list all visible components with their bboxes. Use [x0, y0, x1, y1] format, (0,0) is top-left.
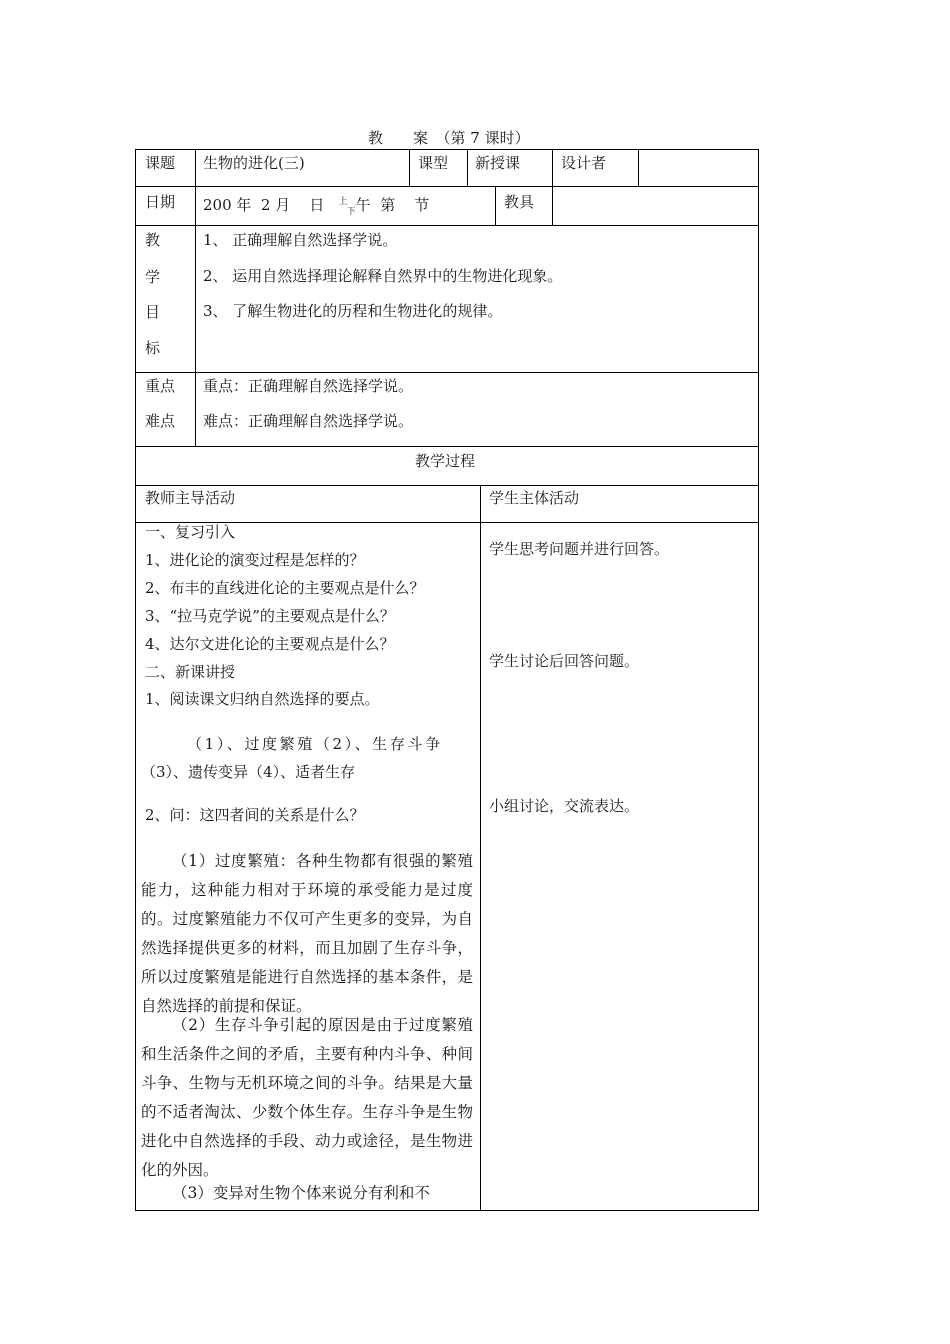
- date-morning-mark: 上: [338, 197, 348, 207]
- process-heading: 教学过程: [415, 452, 476, 470]
- date-period-text: 午 第 节: [355, 196, 430, 214]
- column-divider: [195, 149, 196, 446]
- designer-label: 设计者: [561, 154, 607, 172]
- teacher-line: 1、阅读课文归纳自然选择的要点。: [145, 690, 380, 708]
- difficult-point: 难点：正确理解自然选择学说。: [203, 412, 414, 430]
- selection-points-line: （1）、过度繁殖（2）、生存斗争: [187, 735, 443, 753]
- key-label: 重点: [145, 377, 176, 395]
- column-divider: [552, 186, 553, 225]
- goal-item: 3、 了解生物进化的历程和生物进化的规律。: [203, 302, 503, 320]
- row-divider: [135, 372, 759, 373]
- date-value: [203, 193, 429, 221]
- teacher-line: 2、布丰的直线进化论的主要观点是什么？: [145, 579, 425, 597]
- student-activity: 小组讨论，交流表达。: [489, 797, 640, 815]
- column-divider: [467, 149, 468, 186]
- topic-value: 生物的进化(三): [203, 154, 305, 172]
- teacher-line: 3、“拉马克学说”的主要观点是什么？: [145, 607, 395, 625]
- type-label: 课型: [418, 154, 449, 172]
- goal-item: 1、 正确理解自然选择学说。: [203, 231, 398, 249]
- teacher-line: 4、达尔文进化论的主要观点是什么？: [145, 635, 395, 653]
- student-column-header: 学生主体活动: [489, 489, 580, 507]
- explanation-paragraph: （2）生存斗争引起的原因是由于过度繁殖和生活条件之间的矛盾，主要有种内斗争、种间斗争、生物与无机环境之间的斗争。结果是大量的不适者淘汰、少数个体生存。生存斗争是生物进化中自然选择的手段、动力或途径，是生物进化的外因。: [141, 1016, 473, 1179]
- row-divider: [135, 485, 759, 486]
- row-divider: [135, 225, 759, 226]
- student-activity: 学生思考问题并进行回答。: [489, 540, 670, 558]
- date-label: 日期: [145, 193, 176, 211]
- goals-label-char: 目: [145, 303, 161, 321]
- date-text: 200 年 2 月 日: [203, 196, 339, 214]
- student-activity: 学生讨论后回答问题。: [489, 652, 640, 670]
- column-divider: [552, 149, 553, 186]
- teacher-line: 一、复习引入: [145, 523, 236, 541]
- date-afternoon-mark: 下: [346, 207, 356, 217]
- page-title: 教 案 （第 7 课时）: [368, 129, 530, 147]
- goals-label-char: 教: [145, 231, 161, 249]
- teacher-line: 1、进化论的演变过程是怎样的？: [145, 551, 365, 569]
- goals-label-char: 标: [145, 339, 161, 357]
- goals-label-char: 学: [145, 268, 161, 286]
- explanation-paragraph: （1）过度繁殖：各种生物都有很强的繁殖能力，这种能力相对于环境的承受能力是过度的。过度繁殖能力不仅可产生更多的变异，为自然选择提供更多的材料，而且加剧了生存斗争，所以过度繁殖是能进行自然选择的基本条件，是自然选择的前提和保证。: [141, 852, 473, 1015]
- column-divider: [638, 149, 639, 186]
- key-point: 重点：正确理解自然选择学说。: [203, 377, 414, 395]
- column-divider: [495, 186, 496, 225]
- row-divider: [135, 186, 759, 187]
- topic-label: 课题: [145, 154, 176, 172]
- column-divider: [480, 485, 481, 1211]
- column-divider: [409, 149, 410, 186]
- type-value: 新授课: [475, 154, 521, 172]
- selection-points-line: （3）、遗传变异（4）、适者生存: [141, 763, 356, 781]
- relationship-question: 2、问：这四者间的关系是什么？: [145, 806, 365, 824]
- tools-label: 教具: [504, 193, 535, 211]
- teacher-line: 二、新课讲授: [145, 663, 236, 681]
- explanation-paragraph: （3）变异对生物个体来说分有利和不: [172, 1184, 430, 1202]
- row-divider: [135, 446, 759, 447]
- difficult-label: 难点: [145, 412, 176, 430]
- teacher-column-header: 教师主导活动: [145, 489, 236, 507]
- goal-item: 2、 运用自然选择理论解释自然界中的生物进化现象。: [203, 267, 563, 285]
